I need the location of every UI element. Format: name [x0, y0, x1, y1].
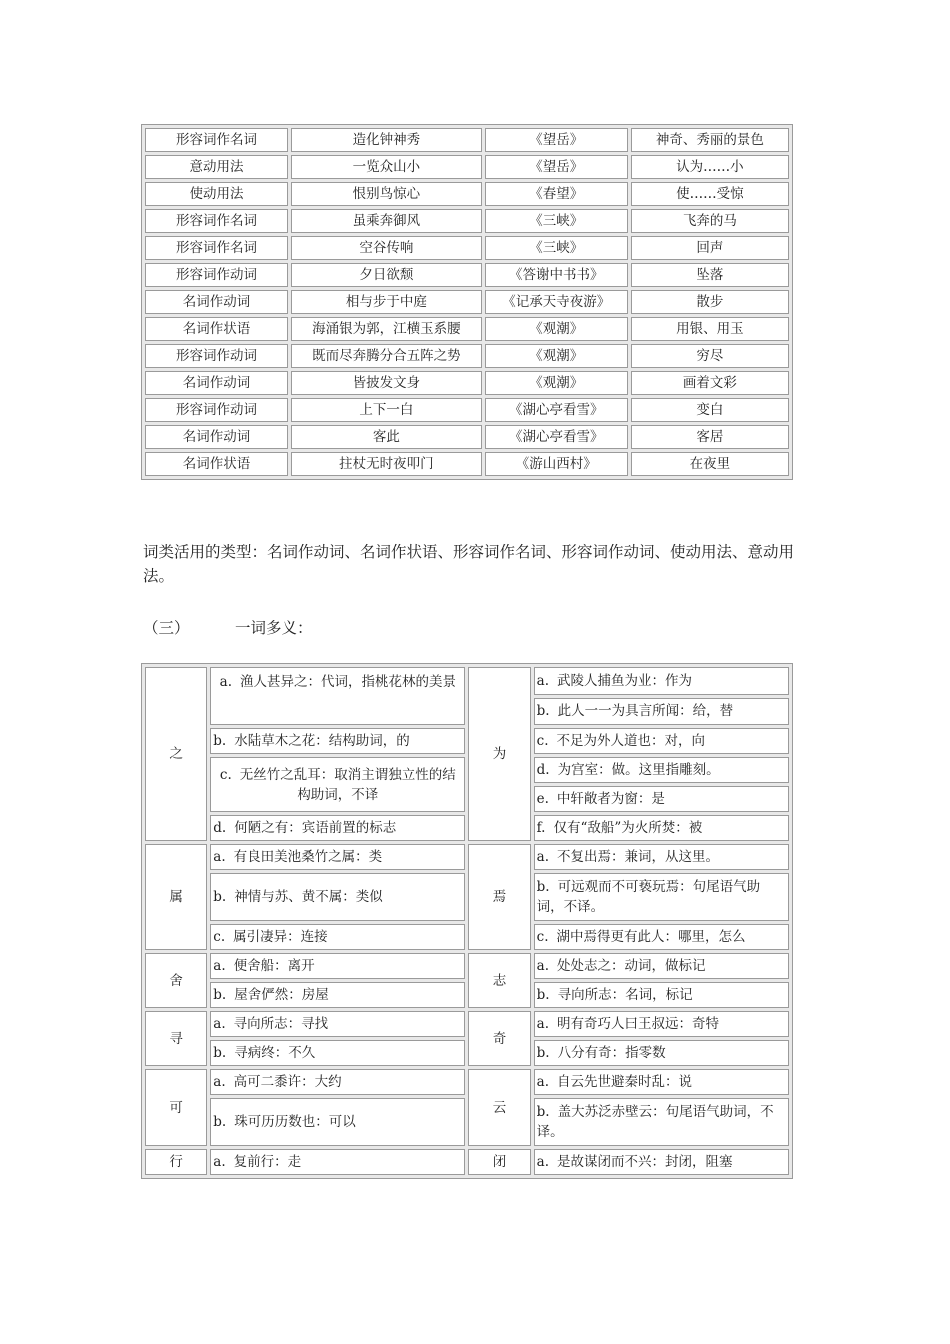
definition-cell — [210, 1069, 465, 1095]
usage-type-cell: 意动用法 — [145, 155, 288, 179]
definition-text: 属引凄异：连接 — [233, 929, 328, 945]
item-label: b. — [213, 889, 227, 905]
usage-type-cell: 名词作动词 — [145, 290, 288, 314]
table-row — [145, 1011, 789, 1037]
item-label: a. — [213, 1016, 226, 1032]
definition-text: 寻向所志：寻找 — [233, 1016, 329, 1032]
table-row — [145, 667, 789, 695]
definition-text: 神情与苏、黄不属：类似 — [234, 889, 383, 905]
char-cell: 云 — [468, 1069, 530, 1146]
item-label: b. — [213, 1114, 227, 1130]
definition-cell — [210, 924, 465, 950]
word-usage-table-body — [145, 128, 789, 476]
item-label: a. — [536, 849, 549, 865]
item-label: c. — [536, 929, 549, 945]
item-label: a. — [213, 1154, 226, 1170]
usage-type-cell: 名词作动词 — [145, 425, 288, 449]
definition-text: 有良田美池桑竹之属：类 — [233, 849, 383, 865]
definition-cell — [534, 667, 789, 695]
item-label: e. — [536, 791, 549, 807]
example-cell: 造化钟神秀 — [291, 128, 482, 152]
table-row — [145, 844, 789, 870]
meaning-cell: 用银、用玉 — [631, 317, 789, 341]
definition-cell — [534, 786, 789, 812]
definition-cell — [210, 982, 465, 1008]
section-number: （三） — [143, 619, 190, 637]
table-row — [145, 398, 789, 422]
table-row — [145, 953, 789, 979]
summary-paragraph: 词类活用的类型：名词作动词、名词作状语、形容词作名词、形容词作动词、使动用法、意动用法。 — [143, 543, 795, 585]
definition-text: 复前行：走 — [233, 1154, 302, 1170]
example-cell: 海涌银为郭，江横玉系腰 — [291, 317, 482, 341]
definition-text: 可远观而不可亵玩焉：句尾语气助词，不译。 — [536, 879, 761, 915]
table-row — [145, 263, 789, 287]
item-label: b. — [536, 987, 550, 1003]
item-label: c. — [213, 929, 226, 945]
definition-text: 屋舍俨然：房屋 — [234, 987, 329, 1003]
definition-cell — [534, 844, 789, 870]
source-cell: 《望岳》 — [485, 128, 628, 152]
definition-text: 不足为外人道也：对，向 — [556, 733, 705, 749]
definition-cell — [210, 757, 465, 812]
example-cell: 空谷传响 — [291, 236, 482, 260]
usage-type-cell: 形容词作名词 — [145, 236, 288, 260]
definition-cell — [210, 1098, 465, 1146]
char-cell: 之 — [145, 667, 207, 841]
source-cell: 《湖心亭看雪》 — [485, 398, 628, 422]
example-cell: 一览众山小 — [291, 155, 482, 179]
table-row — [145, 209, 789, 233]
meaning-cell: 认为……小 — [631, 155, 789, 179]
table-row — [145, 371, 789, 395]
table-row — [145, 344, 789, 368]
source-cell: 《春望》 — [485, 182, 628, 206]
definition-cell — [210, 953, 465, 979]
definition-text: 明有奇巧人曰王叔远：奇特 — [556, 1016, 719, 1032]
definition-text: 寻向所志：名词，标记 — [557, 987, 693, 1003]
meaning-cell: 画着文彩 — [631, 371, 789, 395]
definition-cell — [534, 953, 789, 979]
definition-cell — [534, 757, 789, 783]
definition-cell — [534, 1069, 789, 1095]
source-cell: 《三峡》 — [485, 236, 628, 260]
source-cell: 《湖心亭看雪》 — [485, 425, 628, 449]
meaning-cell: 飞奔的马 — [631, 209, 789, 233]
definition-text: 高可二黍许：大约 — [233, 1074, 342, 1090]
definition-text: 渔人甚异之：代词，指桃花林的美景 — [239, 674, 456, 690]
table-row — [145, 757, 789, 783]
definition-cell — [534, 698, 789, 726]
source-cell: 《答谢中书书》 — [485, 263, 628, 287]
definition-cell — [534, 1011, 789, 1037]
definition-cell — [534, 873, 789, 921]
item-label: a. — [213, 958, 226, 974]
char-cell: 奇 — [468, 1011, 530, 1066]
definition-cell — [534, 982, 789, 1008]
definition-text: 盖大苏泛赤壁云：句尾语气助词，不译。 — [536, 1104, 774, 1140]
char-cell: 为 — [468, 667, 530, 841]
source-cell: 《观潮》 — [485, 317, 628, 341]
definition-text: 自云先世避秦时乱：说 — [556, 1074, 692, 1090]
item-label: a. — [213, 1074, 226, 1090]
meaning-cell: 在夜里 — [631, 452, 789, 476]
example-cell: 相与步于中庭 — [291, 290, 482, 314]
table-row — [145, 155, 789, 179]
source-cell: 《观潮》 — [485, 344, 628, 368]
item-label: d. — [536, 762, 550, 778]
usage-type-cell: 名词作动词 — [145, 371, 288, 395]
char-cell: 行 — [145, 1149, 207, 1175]
definition-cell — [534, 1040, 789, 1066]
definition-cell — [534, 924, 789, 950]
table-row — [145, 1098, 789, 1146]
meaning-cell: 使……受惊 — [631, 182, 789, 206]
definition-text: 武陵人捕鱼为业：作为 — [556, 672, 692, 689]
definition-cell — [534, 815, 789, 841]
definition-text: 湖中焉得更有此人：哪里，怎么 — [556, 929, 746, 945]
usage-type-cell: 形容词作名词 — [145, 209, 288, 233]
definition-text: 水陆草木之花：结构助词，的 — [234, 733, 410, 749]
table-row — [145, 1040, 789, 1066]
usage-type-cell: 形容词作名词 — [145, 128, 288, 152]
item-label: b. — [536, 703, 550, 720]
item-label: b. — [213, 733, 227, 749]
meaning-cell: 客居 — [631, 425, 789, 449]
definition-cell — [210, 667, 465, 725]
definition-cell — [210, 1149, 465, 1175]
char-cell: 焉 — [468, 844, 530, 950]
item-label: a. — [536, 1154, 549, 1170]
source-cell: 《观潮》 — [485, 371, 628, 395]
definition-text: 珠可历历数也：可以 — [234, 1114, 356, 1130]
definition-cell — [210, 1040, 465, 1066]
definition-text: 为宫室：做。这里指雕刻。 — [557, 762, 720, 778]
definition-text: 是故谋闭而不兴：封闭，阻塞 — [556, 1154, 733, 1170]
section-heading — [143, 617, 313, 639]
definition-text: 何陋之有：宾语前置的标志 — [234, 820, 397, 836]
char-cell: 舍 — [145, 953, 207, 1008]
item-label: a. — [536, 672, 549, 689]
source-cell: 《望岳》 — [485, 155, 628, 179]
example-cell: 虽乘奔御风 — [291, 209, 482, 233]
item-label: a. — [213, 849, 226, 865]
table-row — [145, 728, 789, 754]
item-label: a. — [536, 958, 549, 974]
definition-cell — [534, 1149, 789, 1175]
definition-cell — [210, 844, 465, 870]
table-row — [145, 452, 789, 476]
definition-text: 中轩敞者为窗：是 — [556, 791, 665, 807]
char-cell: 可 — [145, 1069, 207, 1146]
item-label: c. — [536, 733, 549, 749]
table-row — [145, 873, 789, 921]
section-title: 一词多义： — [235, 619, 313, 637]
item-label: a. — [536, 1074, 549, 1090]
char-cell: 属 — [145, 844, 207, 950]
item-label: b. — [213, 987, 227, 1003]
example-cell: 上下一白 — [291, 398, 482, 422]
definition-text: 此人一一为具言所闻：给，替 — [557, 703, 734, 720]
usage-type-cell: 形容词作动词 — [145, 344, 288, 368]
table-row — [145, 236, 789, 260]
definition-text: 八分有奇：指零数 — [557, 1045, 666, 1061]
definition-text: 无丝竹之乱耳：取消主谓独立性的结构助词，不译 — [239, 766, 456, 803]
table-row — [145, 290, 789, 314]
table-row — [145, 1069, 789, 1095]
example-cell: 恨别鸟惊心 — [291, 182, 482, 206]
item-label: a. — [536, 1016, 549, 1032]
table-row — [145, 815, 789, 841]
source-cell: 《记承天寺夜游》 — [485, 290, 628, 314]
definition-text: 便舍船：离开 — [233, 958, 315, 974]
meaning-cell: 回声 — [631, 236, 789, 260]
item-label: c. — [219, 766, 232, 783]
meaning-cell: 变白 — [631, 398, 789, 422]
usage-type-cell: 使动用法 — [145, 182, 288, 206]
meaning-cell: 神奇、秀丽的景色 — [631, 128, 789, 152]
definition-cell — [210, 815, 465, 841]
table-row — [145, 182, 789, 206]
item-label: d. — [213, 820, 227, 836]
table-row — [145, 317, 789, 341]
item-label: a. — [219, 674, 232, 690]
source-cell: 《游山西村》 — [485, 452, 628, 476]
word-usage-table — [141, 124, 793, 480]
table-row — [145, 1149, 789, 1175]
source-cell: 《三峡》 — [485, 209, 628, 233]
definition-text: 仅有“敌船”为火所焚：被 — [553, 820, 703, 836]
table-row — [145, 924, 789, 950]
table-row — [145, 425, 789, 449]
item-label: b. — [536, 1045, 550, 1061]
usage-type-cell: 形容词作动词 — [145, 398, 288, 422]
meaning-cell: 坠落 — [631, 263, 789, 287]
item-label: f. — [536, 820, 546, 836]
polysemy-table — [141, 663, 793, 1179]
table-row — [145, 128, 789, 152]
usage-type-cell: 名词作状语 — [145, 452, 288, 476]
meaning-cell: 散步 — [631, 290, 789, 314]
usage-type-cell: 形容词作动词 — [145, 263, 288, 287]
definition-text: 不复出焉：兼词，从这里。 — [556, 849, 719, 865]
table-row — [145, 982, 789, 1008]
char-cell: 闭 — [468, 1149, 530, 1175]
definition-cell — [210, 1011, 465, 1037]
char-cell: 寻 — [145, 1011, 207, 1066]
example-cell: 既而尽奔腾分合五阵之势 — [291, 344, 482, 368]
definition-cell — [210, 728, 465, 754]
meaning-cell: 穷尽 — [631, 344, 789, 368]
example-cell: 夕日欲颓 — [291, 263, 482, 287]
definition-cell — [534, 1098, 789, 1146]
item-label: b. — [536, 1104, 550, 1120]
example-cell: 皆披发文身 — [291, 371, 482, 395]
example-cell: 拄杖无时夜叩门 — [291, 452, 482, 476]
definition-text: 寻病终：不久 — [234, 1045, 316, 1061]
item-label: b. — [536, 879, 550, 895]
item-label: b. — [213, 1045, 227, 1061]
definition-cell — [210, 873, 465, 921]
definition-cell — [534, 728, 789, 754]
definition-text: 处处志之：动词，做标记 — [556, 958, 706, 974]
usage-type-cell: 名词作状语 — [145, 317, 288, 341]
char-cell: 志 — [468, 953, 530, 1008]
example-cell: 客此 — [291, 425, 482, 449]
